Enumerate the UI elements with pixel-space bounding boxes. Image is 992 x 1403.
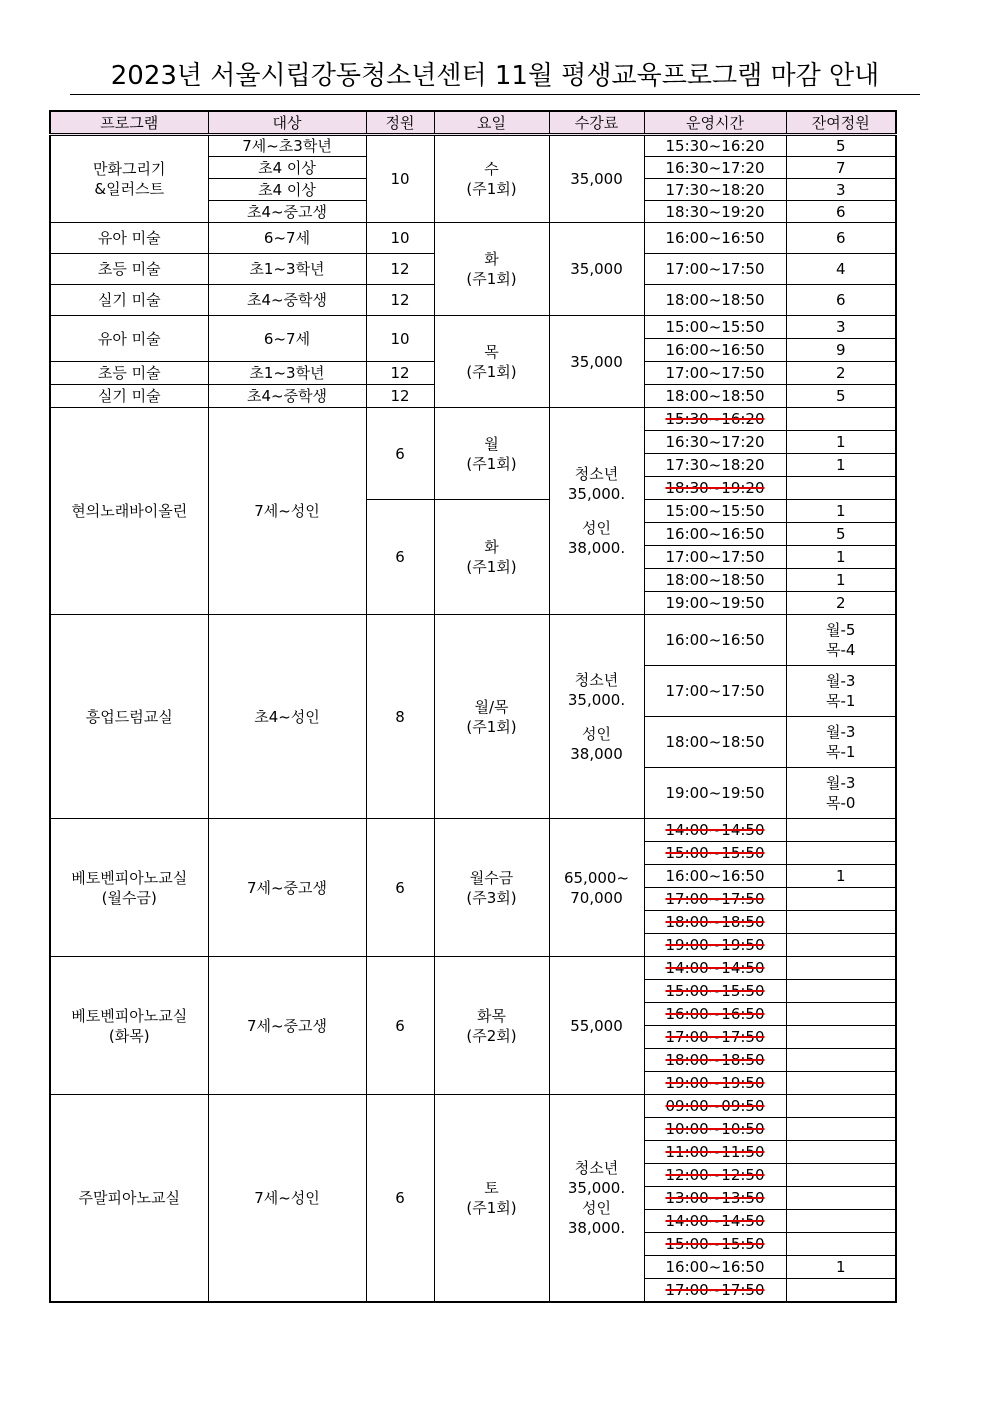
capacity-cell: 10 [366, 316, 434, 362]
program-cell: 흥업드럼교실 [50, 615, 208, 819]
remaining-cell: 1 [786, 569, 896, 592]
closed-time-slot: 15:00~15:50 [665, 982, 765, 1000]
remaining-cell [786, 1003, 896, 1026]
target-cell: 초4 이상 [208, 157, 366, 179]
remaining-cell: 1 [786, 1256, 896, 1279]
target-cell: 7세~중고생 [208, 957, 366, 1095]
closed-time-slot: 10:00~10:50 [665, 1120, 765, 1138]
target-cell: 6~7세 [208, 223, 366, 254]
time-cell [644, 980, 786, 1003]
day-cell: 화 (주1회) [434, 500, 549, 615]
program-cell: 유아 미술 [50, 316, 208, 362]
header-remaining: 잔여정원 [786, 111, 896, 135]
closed-time-slot: 16:00~16:50 [665, 1005, 765, 1023]
target-cell: 7세~중고생 [208, 819, 366, 957]
target-cell: 초4~중학생 [208, 285, 366, 316]
closed-time-slot: 17:00~17:50 [665, 1280, 765, 1299]
time-cell: 16:00~16:50 [644, 865, 786, 888]
closed-time-slot: 14:00~14:50 [665, 1212, 765, 1230]
remaining-cell [786, 911, 896, 934]
header-row [50, 111, 896, 135]
remaining-cell: 3 [786, 179, 896, 201]
capacity-cell: 12 [366, 254, 434, 285]
time-cell [644, 1049, 786, 1072]
time-cell: 19:00~19:50 [644, 768, 786, 819]
remaining-cell: 9 [786, 339, 896, 362]
remaining-cell: 2 [786, 592, 896, 615]
time-cell: 17:00~17:50 [644, 362, 786, 385]
target-cell: 6~7세 [208, 316, 366, 362]
remaining-cell: 6 [786, 201, 896, 223]
remaining-cell: 1 [786, 431, 896, 454]
time-cell [644, 957, 786, 980]
capacity-cell: 12 [366, 285, 434, 316]
closed-time-slot: 15:00~15:50 [665, 1235, 765, 1253]
remaining-cell [786, 957, 896, 980]
table-row [50, 408, 896, 431]
closed-time-slot: 19:00~19:50 [665, 1074, 765, 1092]
header-program: 프로그램 [50, 111, 208, 135]
remaining-cell: 월-3 목-1 [786, 666, 896, 717]
target-cell: 초1~3학년 [208, 362, 366, 385]
remaining-cell [786, 477, 896, 500]
time-cell: 19:00~19:50 [644, 592, 786, 615]
remaining-cell: 1 [786, 865, 896, 888]
time-cell [644, 1141, 786, 1164]
day-cell: 토 (주1회) [434, 1095, 549, 1302]
time-cell: 15:00~15:50 [644, 316, 786, 339]
remaining-cell: 월-3 목-1 [786, 717, 896, 768]
day-cell: 월수금 (주3회) [434, 819, 549, 957]
fee-cell: 35,000 [549, 223, 644, 316]
closed-time-slot: 18:00~18:50 [665, 1051, 765, 1069]
capacity-cell: 6 [366, 408, 434, 500]
time-cell [644, 1279, 786, 1302]
table-row [50, 615, 896, 666]
remaining-cell [786, 1187, 896, 1210]
remaining-cell: 5 [786, 523, 896, 546]
remaining-cell [786, 934, 896, 957]
time-cell [644, 1210, 786, 1233]
remaining-cell [786, 842, 896, 865]
program-cell: 주말피아노교실 [50, 1095, 208, 1302]
time-cell: 16:30~17:20 [644, 431, 786, 454]
time-cell: 17:00~17:50 [644, 546, 786, 569]
remaining-cell [786, 1210, 896, 1233]
time-cell: 15:00~15:50 [644, 500, 786, 523]
closed-time-slot: 18:30~19:20 [665, 479, 765, 497]
closed-time-slot: 19:00~19:50 [665, 936, 765, 954]
time-cell: 16:00~16:50 [644, 615, 786, 666]
fee-cell: 55,000 [549, 957, 644, 1095]
capacity-cell: 8 [366, 615, 434, 819]
time-cell [644, 408, 786, 431]
target-cell: 7세~성인 [208, 1095, 366, 1302]
remaining-cell: 6 [786, 285, 896, 316]
header-day: 요일 [434, 111, 549, 135]
target-cell: 7세~초3학년 [208, 135, 366, 157]
remaining-cell: 1 [786, 454, 896, 477]
time-cell [644, 1003, 786, 1026]
remaining-cell [786, 408, 896, 431]
closed-time-slot: 14:00~14:50 [665, 821, 765, 839]
time-cell: 17:00~17:50 [644, 666, 786, 717]
time-cell [644, 819, 786, 842]
fee-cell: 35,000 [549, 316, 644, 408]
time-cell: 17:00~17:50 [644, 254, 786, 285]
remaining-cell [786, 1141, 896, 1164]
time-cell [644, 477, 786, 500]
fee-cell: 65,000~ 70,000 [549, 819, 644, 957]
capacity-cell: 6 [366, 819, 434, 957]
remaining-cell: 5 [786, 135, 896, 157]
header-fee: 수강료 [549, 111, 644, 135]
fee-cell: 35,000 [549, 135, 644, 223]
header-target: 대상 [208, 111, 366, 135]
program-cell: 베토벤피아노교실 (월수금) [50, 819, 208, 957]
remaining-cell: 6 [786, 223, 896, 254]
time-cell [644, 1072, 786, 1095]
program-cell: 베토벤피아노교실 (화목) [50, 957, 208, 1095]
closed-time-slot: 17:00~17:50 [665, 1028, 765, 1046]
capacity-cell: 6 [366, 1095, 434, 1302]
closed-time-slot: 17:00~17:50 [665, 890, 765, 908]
remaining-cell: 2 [786, 362, 896, 385]
remaining-cell [786, 1049, 896, 1072]
time-cell [644, 1026, 786, 1049]
target-cell: 7세~성인 [208, 408, 366, 615]
remaining-cell [786, 1118, 896, 1141]
capacity-cell: 12 [366, 385, 434, 408]
fee-cell: 청소년 35,000. 성인 38,000 [549, 615, 644, 819]
capacity-cell: 6 [366, 500, 434, 615]
time-cell [644, 911, 786, 934]
closed-time-slot: 11:00~11:50 [665, 1143, 765, 1161]
closed-time-slot: 15:00~15:50 [665, 844, 765, 862]
header-time: 운영시간 [644, 111, 786, 135]
day-cell: 월 (주1회) [434, 408, 549, 500]
time-cell [644, 1118, 786, 1141]
program-cell: 실기 미술 [50, 385, 208, 408]
closed-time-slot: 18:00~18:50 [665, 913, 765, 931]
time-cell: 16:00~16:50 [644, 523, 786, 546]
remaining-cell: 월-5 목-4 [786, 615, 896, 666]
day-cell: 월/목 (주1회) [434, 615, 549, 819]
document-title: 2023년 서울시립강동청소년센터 11월 평생교육프로그램 마감 안내 [70, 58, 920, 95]
remaining-cell [786, 980, 896, 1003]
program-cell: 초등 미술 [50, 362, 208, 385]
table-row [50, 223, 896, 254]
time-cell: 16:00~16:50 [644, 223, 786, 254]
remaining-cell: 7 [786, 157, 896, 179]
target-cell: 초4~중학생 [208, 385, 366, 408]
time-cell: 16:30~17:20 [644, 157, 786, 179]
remaining-cell: 1 [786, 500, 896, 523]
time-cell: 18:30~19:20 [644, 201, 786, 223]
remaining-cell: 월-3 목-0 [786, 768, 896, 819]
program-cell: 유아 미술 [50, 223, 208, 254]
capacity-cell: 6 [366, 957, 434, 1095]
time-cell: 15:30~16:20 [644, 135, 786, 157]
remaining-cell [786, 819, 896, 842]
remaining-cell [786, 1233, 896, 1256]
remaining-cell [786, 1026, 896, 1049]
remaining-cell [786, 1072, 896, 1095]
table-row [50, 819, 896, 842]
time-cell: 17:30~18:20 [644, 179, 786, 201]
program-cell: 만화그리기 &일러스트 [50, 135, 208, 223]
header-capacity: 정원 [366, 111, 434, 135]
table-row [50, 135, 896, 157]
closed-time-slot: 13:00~13:50 [665, 1189, 765, 1207]
table-row [50, 316, 896, 339]
target-cell: 초4~중고생 [208, 201, 366, 223]
time-cell: 17:30~18:20 [644, 454, 786, 477]
time-cell: 16:00~16:50 [644, 339, 786, 362]
program-cell: 현의노래바이올린 [50, 408, 208, 615]
capacity-cell: 10 [366, 223, 434, 254]
day-cell: 화목 (주2회) [434, 957, 549, 1095]
capacity-cell: 10 [366, 135, 434, 223]
closed-time-slot: 15:30~16:20 [665, 410, 765, 428]
remaining-cell [786, 1164, 896, 1187]
time-cell: 16:00~16:50 [644, 1256, 786, 1279]
time-cell [644, 1095, 786, 1118]
closed-time-slot: 09:00~09:50 [665, 1097, 765, 1115]
capacity-cell: 12 [366, 362, 434, 385]
time-cell: 18:00~18:50 [644, 569, 786, 592]
program-cell: 실기 미술 [50, 285, 208, 316]
day-cell: 화 (주1회) [434, 223, 549, 316]
target-cell: 초4 이상 [208, 179, 366, 201]
closed-time-slot: 12:00~12:50 [665, 1166, 765, 1184]
table-row [50, 957, 896, 980]
program-cell: 초등 미술 [50, 254, 208, 285]
fee-cell: 청소년 35,000. 성인 38,000. [549, 1095, 644, 1302]
remaining-cell: 4 [786, 254, 896, 285]
remaining-cell [786, 1095, 896, 1118]
time-cell [644, 1164, 786, 1187]
schedule-table [49, 110, 897, 1303]
remaining-cell: 3 [786, 316, 896, 339]
remaining-cell [786, 888, 896, 911]
time-cell [644, 934, 786, 957]
target-cell: 초1~3학년 [208, 254, 366, 285]
fee-cell: 청소년 35,000. 성인 38,000. [549, 408, 644, 615]
closed-time-slot: 14:00~14:50 [665, 959, 765, 977]
time-cell: 18:00~18:50 [644, 285, 786, 316]
day-cell: 목 (주1회) [434, 316, 549, 408]
time-cell: 18:00~18:50 [644, 717, 786, 768]
target-cell: 초4~성인 [208, 615, 366, 819]
time-cell [644, 842, 786, 865]
remaining-cell: 5 [786, 385, 896, 408]
time-cell [644, 1233, 786, 1256]
remaining-cell: 1 [786, 546, 896, 569]
time-cell [644, 888, 786, 911]
day-cell: 수 (주1회) [434, 135, 549, 223]
time-cell: 18:00~18:50 [644, 385, 786, 408]
table-row [50, 1095, 896, 1118]
remaining-cell [786, 1279, 896, 1302]
time-cell [644, 1187, 786, 1210]
